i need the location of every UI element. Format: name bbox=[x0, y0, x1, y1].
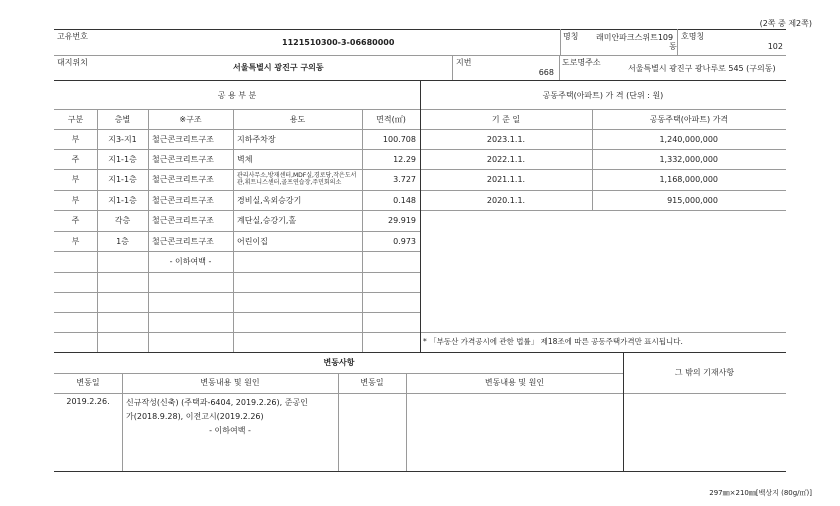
table-cell-type: 부 bbox=[71, 175, 80, 184]
changes-entry-line: 신규작성(신축) (주택과-6404, 2019.2.26), 준공인 bbox=[126, 398, 308, 407]
common-section-title: 공 용 부 분 bbox=[217, 91, 257, 100]
col-divider bbox=[148, 109, 149, 352]
unit-label: 호명칭 bbox=[681, 32, 705, 41]
col-header-type: 구분 bbox=[67, 115, 84, 124]
name-value-1: 래미안파크스위트109 bbox=[596, 33, 674, 42]
table-cell-structure: 철근콘크리트구조 bbox=[152, 196, 214, 205]
table-cell-area: 0.148 bbox=[393, 196, 416, 205]
changes-col-date: 변동일 bbox=[76, 378, 100, 387]
table-cell-floor: 지1-1층 bbox=[108, 155, 137, 164]
col-divider bbox=[233, 109, 234, 352]
table-cell-type: 부 bbox=[71, 196, 80, 205]
location-label: 대지위치 bbox=[57, 58, 88, 67]
changes-header-line bbox=[54, 393, 786, 394]
road-value: 서울특별시 광진구 광나루로 545 (구의동) bbox=[628, 64, 776, 73]
col-header-floor: 층별 bbox=[114, 115, 131, 124]
changes-col-content-2: 변동내용 및 원인 bbox=[484, 378, 545, 387]
unit-value: 102 bbox=[767, 42, 783, 51]
table-cell-area: 12.29 bbox=[393, 155, 416, 164]
changes-title: 변동사항 bbox=[323, 358, 355, 367]
row-line bbox=[54, 231, 420, 232]
changes-col-date-2: 변동일 bbox=[360, 378, 384, 387]
section-bottom-line bbox=[54, 352, 786, 353]
price-value: 1,168,000,000 bbox=[659, 175, 718, 184]
lot-value: 668 bbox=[538, 68, 554, 77]
price-value: 915,000,000 bbox=[667, 196, 718, 205]
table-cell-use: 경비실,옥외승강기 bbox=[237, 196, 302, 205]
col-header-price: 공동주택(아파트) 가격 bbox=[649, 115, 729, 124]
changes-entry-line: 가(2018.9.28), 이전고시(2019.2.26) bbox=[126, 412, 264, 421]
table-cell-area: 100.708 bbox=[382, 135, 416, 144]
id-label: 고유번호 bbox=[57, 32, 88, 41]
table-cell-type: 주 bbox=[71, 216, 80, 225]
table-cell-area: 3.727 bbox=[393, 175, 416, 184]
col-divider bbox=[97, 109, 98, 352]
row-line bbox=[54, 292, 420, 293]
table-cell-use: 관리사무소,방재센터,MDF실,경로당,작은도서관,휘트니스센터,골프연습장,주민회의소 bbox=[237, 172, 357, 186]
table-cell-floor: 각층 bbox=[114, 216, 131, 225]
table-cell-structure: 철근콘크리트구조 bbox=[152, 216, 214, 225]
col-header-use: 용도 bbox=[289, 115, 306, 124]
price-date: 2021.1.1. bbox=[486, 175, 526, 184]
table-cell-floor: 지3-지1 bbox=[108, 135, 137, 144]
road-label: 도로명주소 bbox=[562, 58, 601, 67]
table-cell-type: 부 bbox=[71, 237, 80, 246]
paper-spec: 297㎜×210㎜[백상지 (80g/㎡)] bbox=[709, 489, 812, 497]
price-value: 1,332,000,000 bbox=[659, 155, 718, 164]
price-section-title: 공동주택(아파트) 가 격 (단위 : 원) bbox=[542, 91, 664, 100]
row-line bbox=[54, 272, 420, 273]
col-header-structure: ※구조 bbox=[179, 115, 202, 124]
table-cell-floor: 지1-1층 bbox=[108, 175, 137, 184]
header-divider bbox=[677, 29, 678, 55]
row-line bbox=[54, 251, 420, 252]
location-value: 서울특별시 광진구 구의동 bbox=[233, 63, 324, 72]
changes-title-line bbox=[54, 373, 624, 374]
price-date: 2022.1.1. bbox=[486, 155, 526, 164]
header-divider bbox=[560, 29, 561, 55]
changes-col-content: 변동내용 및 원인 bbox=[200, 378, 260, 387]
col-header-date: 기 준 일 bbox=[491, 115, 521, 124]
table-cell-structure: 철근콘크리트구조 bbox=[152, 237, 214, 246]
table-cell-floor: 1층 bbox=[116, 237, 129, 246]
table-cell-area: 0.973 bbox=[393, 237, 416, 246]
table-cell-use: 벽체 bbox=[237, 155, 253, 164]
id-value: 1121510300-3-06680000 bbox=[282, 38, 395, 47]
header-divider bbox=[559, 55, 560, 80]
header-row-line bbox=[54, 55, 786, 56]
table-cell-structure: 철근콘크리트구조 bbox=[152, 135, 214, 144]
lot-label: 지번 bbox=[456, 58, 472, 67]
table-cell-floor: 지1-1층 bbox=[108, 196, 137, 205]
col-divider bbox=[362, 109, 363, 352]
table-cell-use: 계단실,승강기,홀 bbox=[237, 216, 297, 225]
name-value-2: 동 bbox=[669, 42, 677, 51]
price-value: 1,240,000,000 bbox=[659, 135, 718, 144]
price-date: 2020.1.1. bbox=[486, 196, 526, 205]
table-cell-use: 어린이집 bbox=[237, 237, 268, 246]
other-title: 그 밖의 기재사항 bbox=[674, 368, 735, 377]
table-cell-structure: 철근콘크리트구조 bbox=[152, 155, 214, 164]
table-cell-type: 부 bbox=[71, 135, 80, 144]
frame-bottom-line bbox=[54, 471, 786, 472]
price-date: 2023.1.1. bbox=[486, 135, 526, 144]
table-cell-area: 29.919 bbox=[388, 216, 416, 225]
col-header-area: 면적(㎡) bbox=[376, 115, 406, 124]
name-label: 명칭 bbox=[563, 32, 579, 41]
changes-entry-date: 2019.2.26. bbox=[66, 397, 110, 406]
table-cell-use: 지하주차장 bbox=[237, 135, 276, 144]
changes-entry-line: - 이하여백 - bbox=[209, 426, 251, 435]
price-footnote: * 「부동산 가격공시에 관한 법률」 제18조에 따른 공동주택가격만 표시됩니다. bbox=[423, 337, 683, 346]
page-indicator: (2쪽 중 제2쪽) bbox=[759, 19, 812, 28]
header-divider bbox=[452, 55, 453, 80]
table-cell-structure: 철근콘크리트구조 bbox=[152, 175, 214, 184]
common-end-note: - 이하여백 - bbox=[169, 257, 212, 266]
table-cell-type: 주 bbox=[71, 155, 80, 164]
row-line bbox=[54, 312, 420, 313]
